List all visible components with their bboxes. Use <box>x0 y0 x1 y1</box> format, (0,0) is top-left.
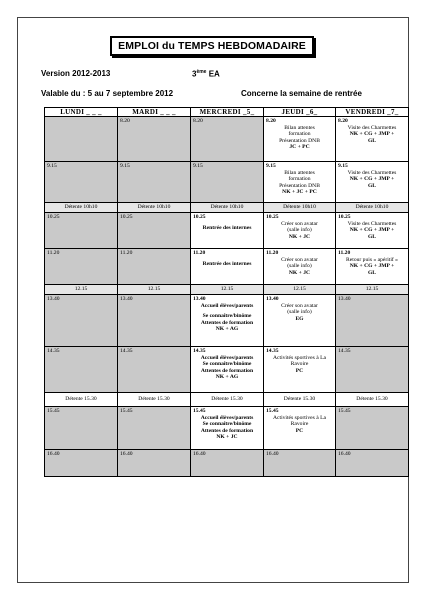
break-cell: Détente 15.30 <box>45 393 118 407</box>
activity-line: Attentes de formation <box>200 367 254 374</box>
cell-friday-1545: 15.45 <box>336 407 409 450</box>
cell-tuesday-0820 <box>118 117 191 162</box>
activity-line: Se connaître/binôme <box>202 313 252 320</box>
slot-time: 10.25 <box>338 214 351 220</box>
cell-tuesday-1025: 10.25 <box>118 213 191 249</box>
cell-wednesday-0915: 9.15 <box>191 162 264 203</box>
cell-friday-1120 <box>336 249 409 285</box>
lunch-cell: 12.15 <box>264 285 336 295</box>
cell-friday-1025 <box>336 213 409 249</box>
class-label <box>192 69 220 79</box>
cell-wednesday-0820 <box>191 117 264 162</box>
cell-thursday-1435 <box>264 347 336 393</box>
cell-monday-1545: 15.45 <box>45 407 118 450</box>
teachers-line: JC + PC <box>289 144 310 151</box>
teachers-line: NK + AG <box>215 326 239 333</box>
cell-monday-1340: 13.40 <box>45 295 118 347</box>
cell-thursday-0820 <box>264 117 336 162</box>
cell-monday-0915: 9.15 <box>45 162 118 203</box>
cell-thursday-1340 <box>264 295 336 347</box>
slot-time: 14.35 <box>266 348 279 354</box>
activity-line: Ravoire <box>290 421 309 428</box>
class-sup: ème <box>196 69 207 75</box>
day-header-monday: LUNDI _ _ _ <box>45 108 118 117</box>
break-row-1010 <box>45 203 409 213</box>
teachers-line: PC <box>295 367 304 374</box>
slot-time: 8.20 <box>120 118 130 124</box>
slot-time: 10.25 <box>193 214 206 220</box>
slot-time: 8.20 <box>266 118 276 124</box>
document-title: EMPLOI du TEMPS HEBDOMADAIRE <box>110 36 314 56</box>
teachers-line: GL <box>367 137 377 144</box>
cell-wednesday-1120 <box>191 249 264 285</box>
cell-wednesday-1545 <box>191 407 264 450</box>
break-cell: Détente 15.30 <box>118 393 191 407</box>
activity-line: Ravoire <box>290 361 309 368</box>
cell-tuesday-1640: 16.40 <box>118 450 191 477</box>
break-cell: Détente 10h10 <box>45 203 118 213</box>
slot-row-1435 <box>45 347 409 393</box>
teachers-line: GL <box>367 233 377 240</box>
validity-label: Valable du : 5 au 7 septembre 2012 <box>41 89 174 98</box>
slot-row-0820 <box>45 117 409 162</box>
lunch-cell: 12.15 <box>336 285 409 295</box>
teachers-line: NK + CG + JMP + <box>349 176 395 183</box>
day-header-row <box>45 108 409 117</box>
teachers-line: PC <box>295 427 304 434</box>
lunch-cell: 12.15 <box>45 285 118 295</box>
activity-line: (salle info) <box>287 227 312 234</box>
day-header-wednesday: MERCREDI _5_ <box>191 108 264 117</box>
cell-monday-1120: 11.20 <box>45 249 118 285</box>
slot-time: 11.20 <box>266 250 279 256</box>
cell-tuesday-1340: 13.40 <box>118 295 191 347</box>
class-prefix: 3 <box>192 69 197 79</box>
activity-line: Présentation DNB <box>279 182 320 189</box>
slot-row-1340 <box>45 295 409 347</box>
cell-wednesday-1435 <box>191 347 264 393</box>
activity-line: Visite des Charmettes <box>347 220 397 227</box>
slot-time: 8.20 <box>338 118 348 124</box>
slot-time: 15.45 <box>193 408 206 414</box>
cell-monday-1435: 14.35 <box>45 347 118 393</box>
activity-line: Rentrée des internes <box>202 260 252 267</box>
activity-line: Accueil élèves/parents <box>200 302 254 309</box>
cell-tuesday-1120: 11.20 <box>118 249 191 285</box>
teachers-line: GL <box>367 182 377 189</box>
teachers-line: NK + JC <box>288 269 311 276</box>
slot-time: 15.45 <box>266 408 279 414</box>
activity-line: Se connaître/binôme <box>202 421 252 428</box>
break-cell: Détente 10h10 <box>336 203 409 213</box>
slot-time: 9.15 <box>338 163 348 169</box>
cell-monday-0820 <box>45 117 118 162</box>
cell-monday-1640: 16.40 <box>45 450 118 477</box>
slot-row-1025 <box>45 213 409 249</box>
activity-line: Accueil élèves/parents <box>200 354 254 361</box>
teachers-line: GL <box>367 269 377 276</box>
activity-line: (salle info) <box>287 263 312 270</box>
day-header-thursday: JEUDI _6_ <box>264 108 336 117</box>
slot-time: 13.40 <box>266 296 279 302</box>
teachers-line: EG <box>295 315 304 322</box>
break-row-1530 <box>45 393 409 407</box>
day-header-friday: VENDREDI _7_ <box>336 108 409 117</box>
activity-line: Créer son avatar <box>281 302 318 309</box>
cell-tuesday-1545: 15.45 <box>118 407 191 450</box>
break-cell: Détente 15.30 <box>336 393 409 407</box>
break-cell: Détente 10h10 <box>264 203 336 213</box>
break-cell: Détente 15.30 <box>191 393 264 407</box>
slot-time: 11.20 <box>193 250 206 256</box>
teachers-line: NK + CG + JMP + <box>349 131 395 138</box>
activity-line: Activités sportives à La <box>273 354 326 361</box>
day-header-tuesday: MARDI _ _ _ <box>118 108 191 117</box>
cell-wednesday-1025 <box>191 213 264 249</box>
lunch-cell: 12.15 <box>118 285 191 295</box>
activity-line: formation <box>288 176 311 183</box>
activity-line: Accueil élèves/parents <box>200 414 254 421</box>
cell-thursday-1640: 16.40 <box>264 450 336 477</box>
break-cell: Détente 10h10 <box>118 203 191 213</box>
activity-line: Créer son avatar <box>281 220 318 227</box>
slot-time: 11.20 <box>338 250 351 256</box>
activity-line: Attentes de formation <box>200 427 254 434</box>
slot-row-1120 <box>45 249 409 285</box>
cell-thursday-0915 <box>264 162 336 203</box>
teachers-line: NK + JC <box>216 434 238 441</box>
cell-thursday-1120 <box>264 249 336 285</box>
teachers-line: NK + JC + PC <box>282 189 317 196</box>
lunch-row-1215 <box>45 285 409 295</box>
lunch-cell: 12.15 <box>191 285 264 295</box>
activity-line: Rentrée des internes <box>202 224 252 231</box>
activity-line: Créer son avatar <box>281 256 318 263</box>
activity-line: Bilan attentes <box>284 169 315 176</box>
timetable <box>44 107 409 477</box>
cell-friday-0915 <box>336 162 409 203</box>
teachers-line: NK + CG + JMP + <box>349 263 395 270</box>
slot-time: 10.25 <box>266 214 279 220</box>
activity-line: Visite des Charmettes <box>347 169 397 176</box>
activity-line: Attentes de formation <box>200 319 254 326</box>
activity-line: Activités sportives à La <box>273 414 326 421</box>
activity-line: Bilan attentes <box>284 124 315 131</box>
cell-monday-1025: 10.25 <box>45 213 118 249</box>
teachers-line: NK + JC <box>288 233 311 240</box>
cell-wednesday-1340 <box>191 295 264 347</box>
slot-time: 13.40 <box>193 296 206 302</box>
slot-row-1545 <box>45 407 409 450</box>
slot-time: 8.20 <box>193 118 203 124</box>
teachers-line: NK + AG <box>215 374 239 381</box>
cell-friday-1340: 13.40 <box>336 295 409 347</box>
week-note: Concerne la semaine de rentrée <box>241 89 362 98</box>
activity-line: formation <box>288 131 311 138</box>
cell-friday-0820 <box>336 117 409 162</box>
cell-thursday-1025 <box>264 213 336 249</box>
class-suffix: EA <box>206 69 220 79</box>
activity-line: Se connaître/binôme <box>202 361 252 368</box>
slot-row-0915 <box>45 162 409 203</box>
cell-wednesday-1640: 16.40 <box>191 450 264 477</box>
cell-thursday-1545 <box>264 407 336 450</box>
slot-time: 9.15 <box>266 163 276 169</box>
slot-row-1640 <box>45 450 409 477</box>
activity-line: (salle info) <box>287 309 312 316</box>
cell-tuesday-0915: 9.15 <box>118 162 191 203</box>
cell-friday-1435: 14.35 <box>336 347 409 393</box>
activity-line: Présentation DNB <box>279 137 320 144</box>
teachers-line: NK + CG + JMP + <box>349 227 395 234</box>
break-cell: Détente 15.30 <box>264 393 336 407</box>
version-label: Version 2012-2013 <box>41 69 111 78</box>
activity-line: Visite des Charmettes <box>347 124 397 131</box>
break-cell: Détente 10h10 <box>191 203 264 213</box>
slot-time: 14.35 <box>193 348 206 354</box>
cell-tuesday-1435: 14.35 <box>118 347 191 393</box>
cell-friday-1640: 16.40 <box>336 450 409 477</box>
activity-line: Retour puis « apéritif » <box>346 256 398 263</box>
